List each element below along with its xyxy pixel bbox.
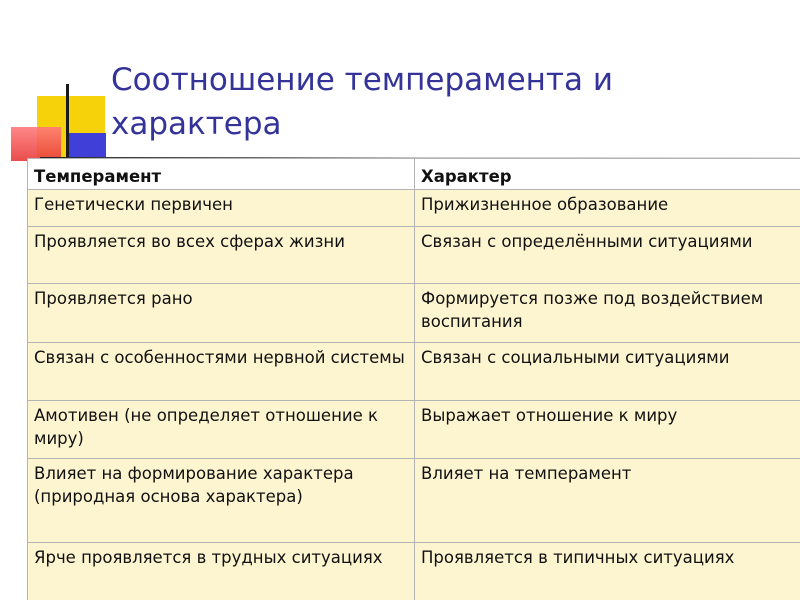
header-temperament: Темперамент	[28, 159, 415, 190]
cell-temperament: Связан с особенностями нервной системы	[28, 343, 415, 401]
table-row	[28, 227, 800, 284]
cell-temperament: Ярче проявляется в трудных ситуациях	[28, 543, 415, 600]
cell-character: Связан с определёнными ситуациями	[415, 227, 800, 284]
cell-temperament: Амотивен (не определяет отношение к миру)	[28, 401, 415, 459]
cell-character: Прижизненное образование	[415, 190, 800, 227]
table-row	[28, 543, 800, 600]
table-row	[28, 401, 800, 459]
cell-character: Влияет на темперамент	[415, 459, 800, 543]
table-header-row	[28, 159, 800, 190]
cell-temperament: Влияет на формирование характера (природная основа характера)	[28, 459, 415, 543]
table-row	[28, 459, 800, 543]
cell-character: Формируется позже под воздействием воспитания	[415, 284, 800, 343]
cell-temperament: Проявляется во всех сферах жизни	[28, 227, 415, 284]
cell-character: Связан с социальными ситуациями	[415, 343, 800, 401]
slide-title: Соотношение темперамента и характера	[111, 62, 613, 142]
cell-temperament: Генетически первичен	[28, 190, 415, 227]
cell-character: Проявляется в типичных ситуациях	[415, 543, 800, 600]
table-row	[28, 284, 800, 343]
decor-red-square	[11, 127, 61, 161]
cell-character: Выражает отношение к миру	[415, 401, 800, 459]
table-row	[28, 343, 800, 401]
header-character: Характер	[415, 159, 800, 190]
cell-temperament: Проявляется рано	[28, 284, 415, 343]
table-row	[28, 190, 800, 227]
comparison-table	[27, 158, 800, 600]
